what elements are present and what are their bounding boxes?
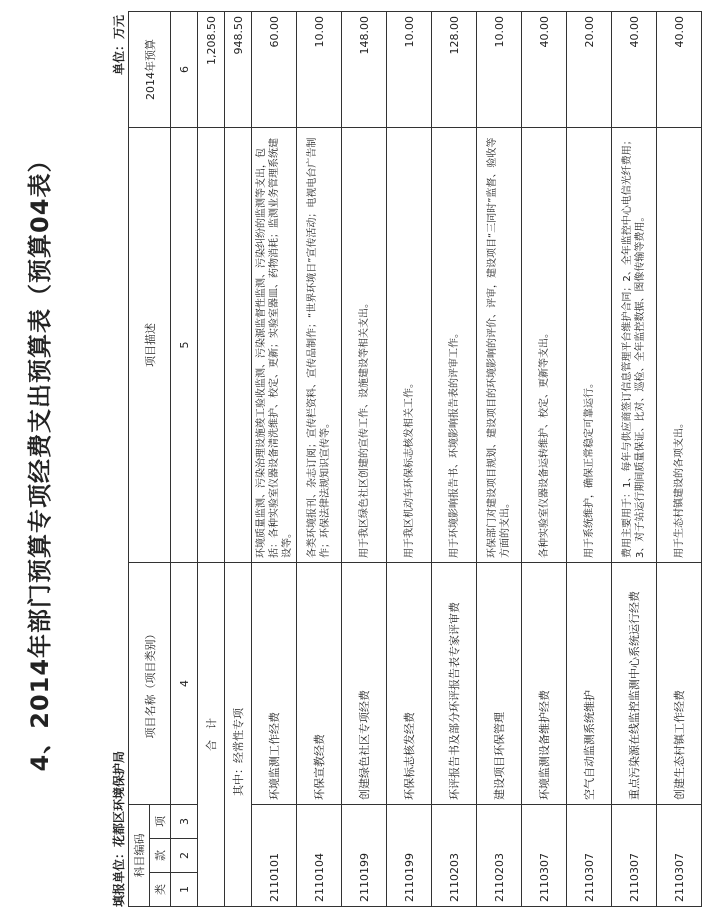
row-code: 2110203 [477,804,522,906]
total-row [198,11,225,906]
col-number: 2 [171,839,198,873]
table-row [522,11,567,906]
row-desc: 用于我区机动车环保标志核发相关工作。 [387,127,432,562]
row-desc: 用于生态村镇建设的各项支出。 [657,127,702,562]
row-name: 环评报告书及部分环评报告表专家评审费 [432,562,477,804]
row-code: 2110101 [252,804,297,906]
table-row [567,11,612,906]
row-amount: 20.00 [567,11,612,127]
row-amount: 60.00 [252,11,297,127]
row-name: 重点污染源在线监控监测中心系统运行经费 [612,562,657,804]
row-code: 2110199 [387,804,432,906]
subject-code-header: 科目编码 [129,804,150,906]
row-name: 环境监测工作经费 [252,562,297,804]
table-row [342,11,387,906]
row-desc: 用于系统维护，确保正常稳定可靠运行。 [567,127,612,562]
subtotal-label: 其中：经常性专项 [225,562,252,906]
col-number: 6 [171,11,198,127]
subtotal-amount: 948.50 [225,11,252,127]
xiang-header: 项 [150,804,171,838]
row-desc: 费用主要用于：1、每年与供应商签订信息管理平台维护合同；2、全年监控中心电信光纤费用；3、对子站运行期间质量保证、比对、巡检、全年监控数据、图像传输等费用。 [612,127,657,562]
project-name-header: 项目名称（项目类别） [129,562,171,804]
page-title: 4、2014年部门预算专项经费支出预算表（预算04表） [26,147,54,772]
row-code: 2110307 [612,804,657,906]
money-unit: 单位：万元 [112,15,126,76]
row-name: 环境监测设备维护经费 [522,562,567,804]
row-code: 2110307 [567,804,612,906]
table-row [477,11,522,906]
col-number: 3 [171,804,198,838]
project-desc-header: 项目描述 [129,127,171,562]
row-code: 2110307 [522,804,567,906]
row-code: 2110199 [342,804,387,906]
row-desc: 各种实验室仪器设备运转维护、校定、更新等支出。 [522,127,567,562]
budget-table [128,11,702,907]
row-desc: 各类环境报刊、杂志订阅；宣传栏资料、宣传品制作；“世界环境日”宣传活动；电视电台广告制作；环保法律法规知识宣传等。 [297,127,342,562]
lei-header: 类 [150,873,171,907]
row-name: 环保宣教经费 [297,562,342,804]
row-amount: 10.00 [477,11,522,127]
col-number: 5 [171,127,198,562]
table-row [252,11,297,906]
row-amount: 40.00 [522,11,567,127]
total-label: 合 计 [198,562,225,906]
total-amount: 1,208.50 [198,11,225,127]
kuan-header: 款 [150,839,171,873]
row-code: 2110307 [657,804,702,906]
row-desc: 环境质量监测、污染治理设施竣工验收监测、污染源监督性监测、污染纠纷的监测等支出，包括：各种实验室仪器设备清洗维护、校定、更新；实验室器皿、药物消耗；监测业务管理系统建设等。 [252,127,297,562]
row-name: 空气自动监测系统维护 [567,562,612,804]
row-desc: 用于环境影响报告书、环境影响报告表的评审工作。 [432,127,477,562]
row-name: 创建生态村镇工作经费 [657,562,702,804]
row-amount: 40.00 [657,11,702,127]
row-amount: 10.00 [297,11,342,127]
row-desc: 环保部门对建设项目规划、建设项目的环境影响的评价、评审，建设项目“三同时”监督、验收等方面的支出。 [477,127,522,562]
row-desc: 用于我区绿色社区创建的宣传工作、设施建设等相关支出。 [342,127,387,562]
table-row [297,11,342,906]
table-row [432,11,477,906]
table-row [657,11,702,906]
reporting-unit: 填报单位：花都区环境保护局 [112,750,126,907]
subtotal-row [225,11,252,906]
row-amount: 128.00 [432,11,477,127]
col-number: 1 [171,873,198,907]
row-amount: 40.00 [612,11,657,127]
row-name: 建设项目环保管理 [477,562,522,804]
row-code: 2110104 [297,804,342,906]
table-row [612,11,657,906]
col-number: 4 [171,562,198,804]
row-amount: 10.00 [387,11,432,127]
row-name: 环保标志核发经费 [387,562,432,804]
row-code: 2110203 [432,804,477,906]
budget-header: 2014年预算 [129,11,171,127]
table-row [387,11,432,906]
row-name: 创建绿色社区专项经费 [342,562,387,804]
row-amount: 148.00 [342,11,387,127]
